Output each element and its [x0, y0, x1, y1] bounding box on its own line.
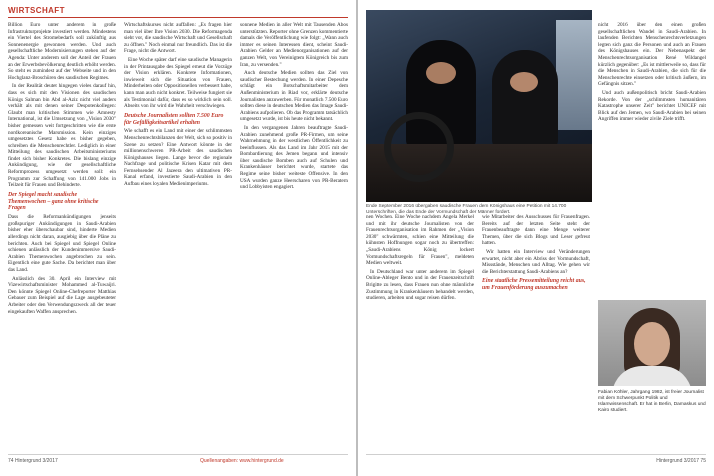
photo-caption: Ende September 2016 übergaben saudische Frauen dem Königshaus eine Petition mit 14.700 Unterschriften, die das Ende der Vormundschaft der Männer fordert. [366, 204, 567, 215]
woman-passenger [492, 50, 558, 150]
right-column-2 [482, 214, 590, 432]
author-portrait [598, 300, 706, 386]
driver-face [426, 62, 456, 84]
left-column-3 [240, 22, 348, 454]
footer-rule [8, 454, 348, 455]
left-page [0, 0, 356, 476]
author-bio: Fabian Köhler, Jahrgang 1982, ist freier Journalist mit dem Schwerpunkt Politik und Islamwissenschaft. Er hat in Berlin, Damaskus und Kairo studiert. [598, 390, 706, 413]
paragraph: Wir hatten ein Interview und Veränderungen erwartet, nicht aber ein Abriss der Vormundschaft, Missstände, Menschen und Alltag. Wie gehen wir die Berichterstattung Saudi-Arabiens an? [482, 248, 590, 275]
steering-wheel [384, 112, 454, 182]
paragraph: nicht 2016 über den einen großen gesellschaftlichen Wandel in Saudi-Arabien. In laufenden Berichten Menschenrechtsverletzungen legten sich ganz die Personen und auch an Frauen des Königshauses ein. Der Nebenaspekt der Menschenrechtsorganisation René Wildangel kürzlich gegenüber: „Es ist mittlerweile so, dass für die Menschen in Saudi-Arabien, die sich für die Menschenrechte einsetzen oder kritisch äußern, im Gefängnis sitzen." [598, 22, 706, 88]
women-in-car-photo [366, 10, 592, 202]
section-tag: WIRTSCHAFT [8, 6, 65, 15]
paragraph: Eine Woche später darf eine saudische Managerin in der Printausgabe des Spiegel erneut die Vorzüge der Vision erklären. Konkrete Informationen, inwieweit sich die Situation von Frauen, Minderheiten oder Oppositionellen verbessert habe, kann man auch nicht konkret. Teilweise fungiert sie als Testimonial dafür, dass es so wirklich sein soll. Abseits von ihr wird die Wahrheit verschwiegen. [124, 56, 232, 110]
paragraph: Anlässlich des 30. April ein Interview mit Vizewirtschaftsminister Mohammed al-Tuwaijri. Den könnte Spiegel Online-Chefreporter Matthias Gebauer zum Beispiel auf die Lage ausgebeuteter Arbeiter oder den Verwendungszweck all der teuer eingekauften Waffen ansprechen. [8, 275, 116, 315]
paragraph: Auch deutsche Medien sollten das Ziel von saudischer Bestechung werden. In einer Depesche schlägt ein Botschaftsmitarbeiter dem Außenministerium in Riad vor, erklärte deutsche Journalisten anzuwerben. Für monatlich 7.500 Euro sollten diese in deutschen Medien das Image Saudi-Arabiens aufpolieren. Ob das Programm tatsächlich umgesetzt wurde, ist bis heute nicht bekannt. [240, 70, 348, 123]
paragraph: sonnene Medien in aller Welt mit Tausenden Abos unterstützten. Reporter ohne Grenzen kommentierte damals die Veröffentlichung wie folgt: „Wann auch immer es seinen Interessen dient, scheint Saudi-Arabien Gelder an Medienorganisationen auf der ganzen Welt, von Vereinigtem Königreich bis zum Iran, zu versenden." [240, 22, 348, 68]
paragraph: Dass die Reformankündigungen jenseits großspuriger Ankündigungen in Saudi-Arabien bisher eher überschaubar sind, hinderte Medien allerdings nicht daran, ausgiebig über die Pläne zu berichten. Auch bei Spiegel und Spiegel Online schienen anlässlich der Kundenimmersive Saudi-Arabien Themenwochen angebrochen zu sein. Eigentlich eine gute Sache. Da berichtet man über das Land. [8, 214, 116, 273]
left-column-1 [8, 22, 116, 454]
right-page [358, 0, 714, 476]
sources-link[interactable]: Quellenangaben: www.hintergrund.de [200, 458, 284, 464]
left-column-2 [124, 22, 232, 454]
portrait-face [634, 322, 670, 366]
paragraph: Wirtschaftskurses nicht auffallen: „Es fragen hier man viel über Ihre Vision 2030. Die Reformagenda sieht vor, die saudische Wirtschaft und Gesellschaft zu öffnen." Noch einmal nur freundlich. Das ist die Frage, nicht die Antwort. [124, 22, 232, 55]
passenger-face [510, 72, 538, 92]
section-rule [8, 17, 348, 18]
subhead: Der Spiegel macht saudische Themenwochen – ganz ohne kritische Fragen [8, 191, 99, 212]
subhead: Deutsche Journalisten sollten 7.500 Euro für Gefälligkeitsartikel erhalten [124, 112, 224, 126]
subhead: Eine staatliche Pressemitteilung reicht aus, um Frauenförderung auszumachen [482, 278, 586, 292]
paragraph: Und auch außenpolitisch bricht Saudi-Arabien Rekorde. Von der „schlimmsten humanitären Katastrophe unserer Zeit" berichtet UNICEF mit Blick auf den Jemen, wo Saudi-Arabien bei seinen Angriffen immer wieder zivile Ziele trifft. [598, 89, 706, 123]
paragraph: In den vergangenen Jahren beauftragte Saudi-Arabien zunehmend große PR-Firmen, um seine Wahrnehmung in der westlichen Öffentlichkeit zu beeinflussen. Als das Land im Jahr 2015 mit der Bombardierung des Jemen begann und intensiv über saudische Bomben auch auf Schulen und Krankenhäuser berichtet wurde, startete das Regime seine bisher weiteste Offensive. In den USA wurden ganze Heerscharen von PR-Beratern und Lobbyisten engagiert. [240, 124, 348, 191]
page-number-right: Hintergrund 3/2017 75 [656, 458, 706, 464]
page-number-left: 74 Hintergrund 3/2017 [8, 458, 58, 464]
paragraph: In Deutschland war unter anderem im Spiegel Online-Ableger Bento und in der Frauenzeitschrift Brigitte zu lesen, dass Frauen nun ohne männliche Zustimmung in Krankenhäusern behandelt werden, studieren, arbeiten und sogar reisen dürfen. [366, 268, 474, 302]
car-window [556, 20, 592, 130]
paragraph: Billion Euro unter anderem in große Infrastrukturprojekte investiert werden. Mindestens ein Viertel des Stromebedarfs soll zukünftig aus Sonnenenergie gewonnen werden. Und auch gesellschaftliche Modernisierungen stehen auf der Agenda: Unter anderem soll der Anteil der Frauen an der Erwerbsbevölkerung deutlich erhöht werden. So steht es zumindest auf der Webseite und in den Hochglanz-Broschüren des saudischen Regimes. [8, 22, 116, 81]
right-column-3 [598, 22, 706, 292]
footer-rule [366, 454, 706, 455]
paragraph: nen Wochen. Eine Woche nachdem Angela Merkel und mit ihr deutsche Journalisten von der Frauenrechtsorganisation im Rahmen der „Vision 2030" schwärmten, schien eine Mitteilung die kühnsten Hoffnungen sogar noch zu übertreffen: „Saudi-Arabiens König lockert Vormundschaftsregeln für Frauen", meldeten Medien weltweit. [366, 214, 474, 267]
paragraph: wie Mitarbeiter des Ausschusses für Frauenfragen. Bereits auf der letzten Seite steht der Frauenbeauftragte dann eine Menge weiterer Themen, über die sich Blogs und Leser gefreut hatten. [482, 214, 590, 247]
paragraph: In der Realität deutet hingegen vieles darauf hin, dass es sich mit den Visionen des saudischen Königs Salman bin Abd al-Aziz nicht viel anders verhält als mit denen seiner Despotenkollegen: Glaubt man kritischen Stimmen wie Amnesty International, ist die Umsetzung von „Vision 2030" bisher gemessen weit fortgeschritten wie die erste nordkoreanische Marsmission. Kein einziges umgesetztes Gesetz habe es bisher gegeben, schreiben die Menschenrechtler. Lediglich in einer Mitteilung des saudischen Arbeitsministeriums findet sich bisher Konkretes. Die bislang einzige Ankündigung, wie der gesellschaftliche Reformprozess umgesetzt werden soll: ein Programm zur Schaffung von 141.000 Jobs in Teilzeit für Frauen und Behinderte. [8, 83, 116, 189]
paragraph: Wie schafft es ein Land mit einer der schlimmsten Menschenrechtsbilanzen der Welt, sich so positiv in Szene zu setzen? Eine Antwort könnte in der millionenschweren PR-Arbeit des saudischen Königshauses liegen. Lange bevor die regionale Nachfrage und politische Krisen Katar mit dem Fernsehsender Al Jazeera den ultimativen PR-Kanal erfand, investierte Saudi-Arabien in den Aufbau eines loyalen Medienimperiums. [124, 128, 232, 188]
right-column-1 [366, 214, 474, 432]
